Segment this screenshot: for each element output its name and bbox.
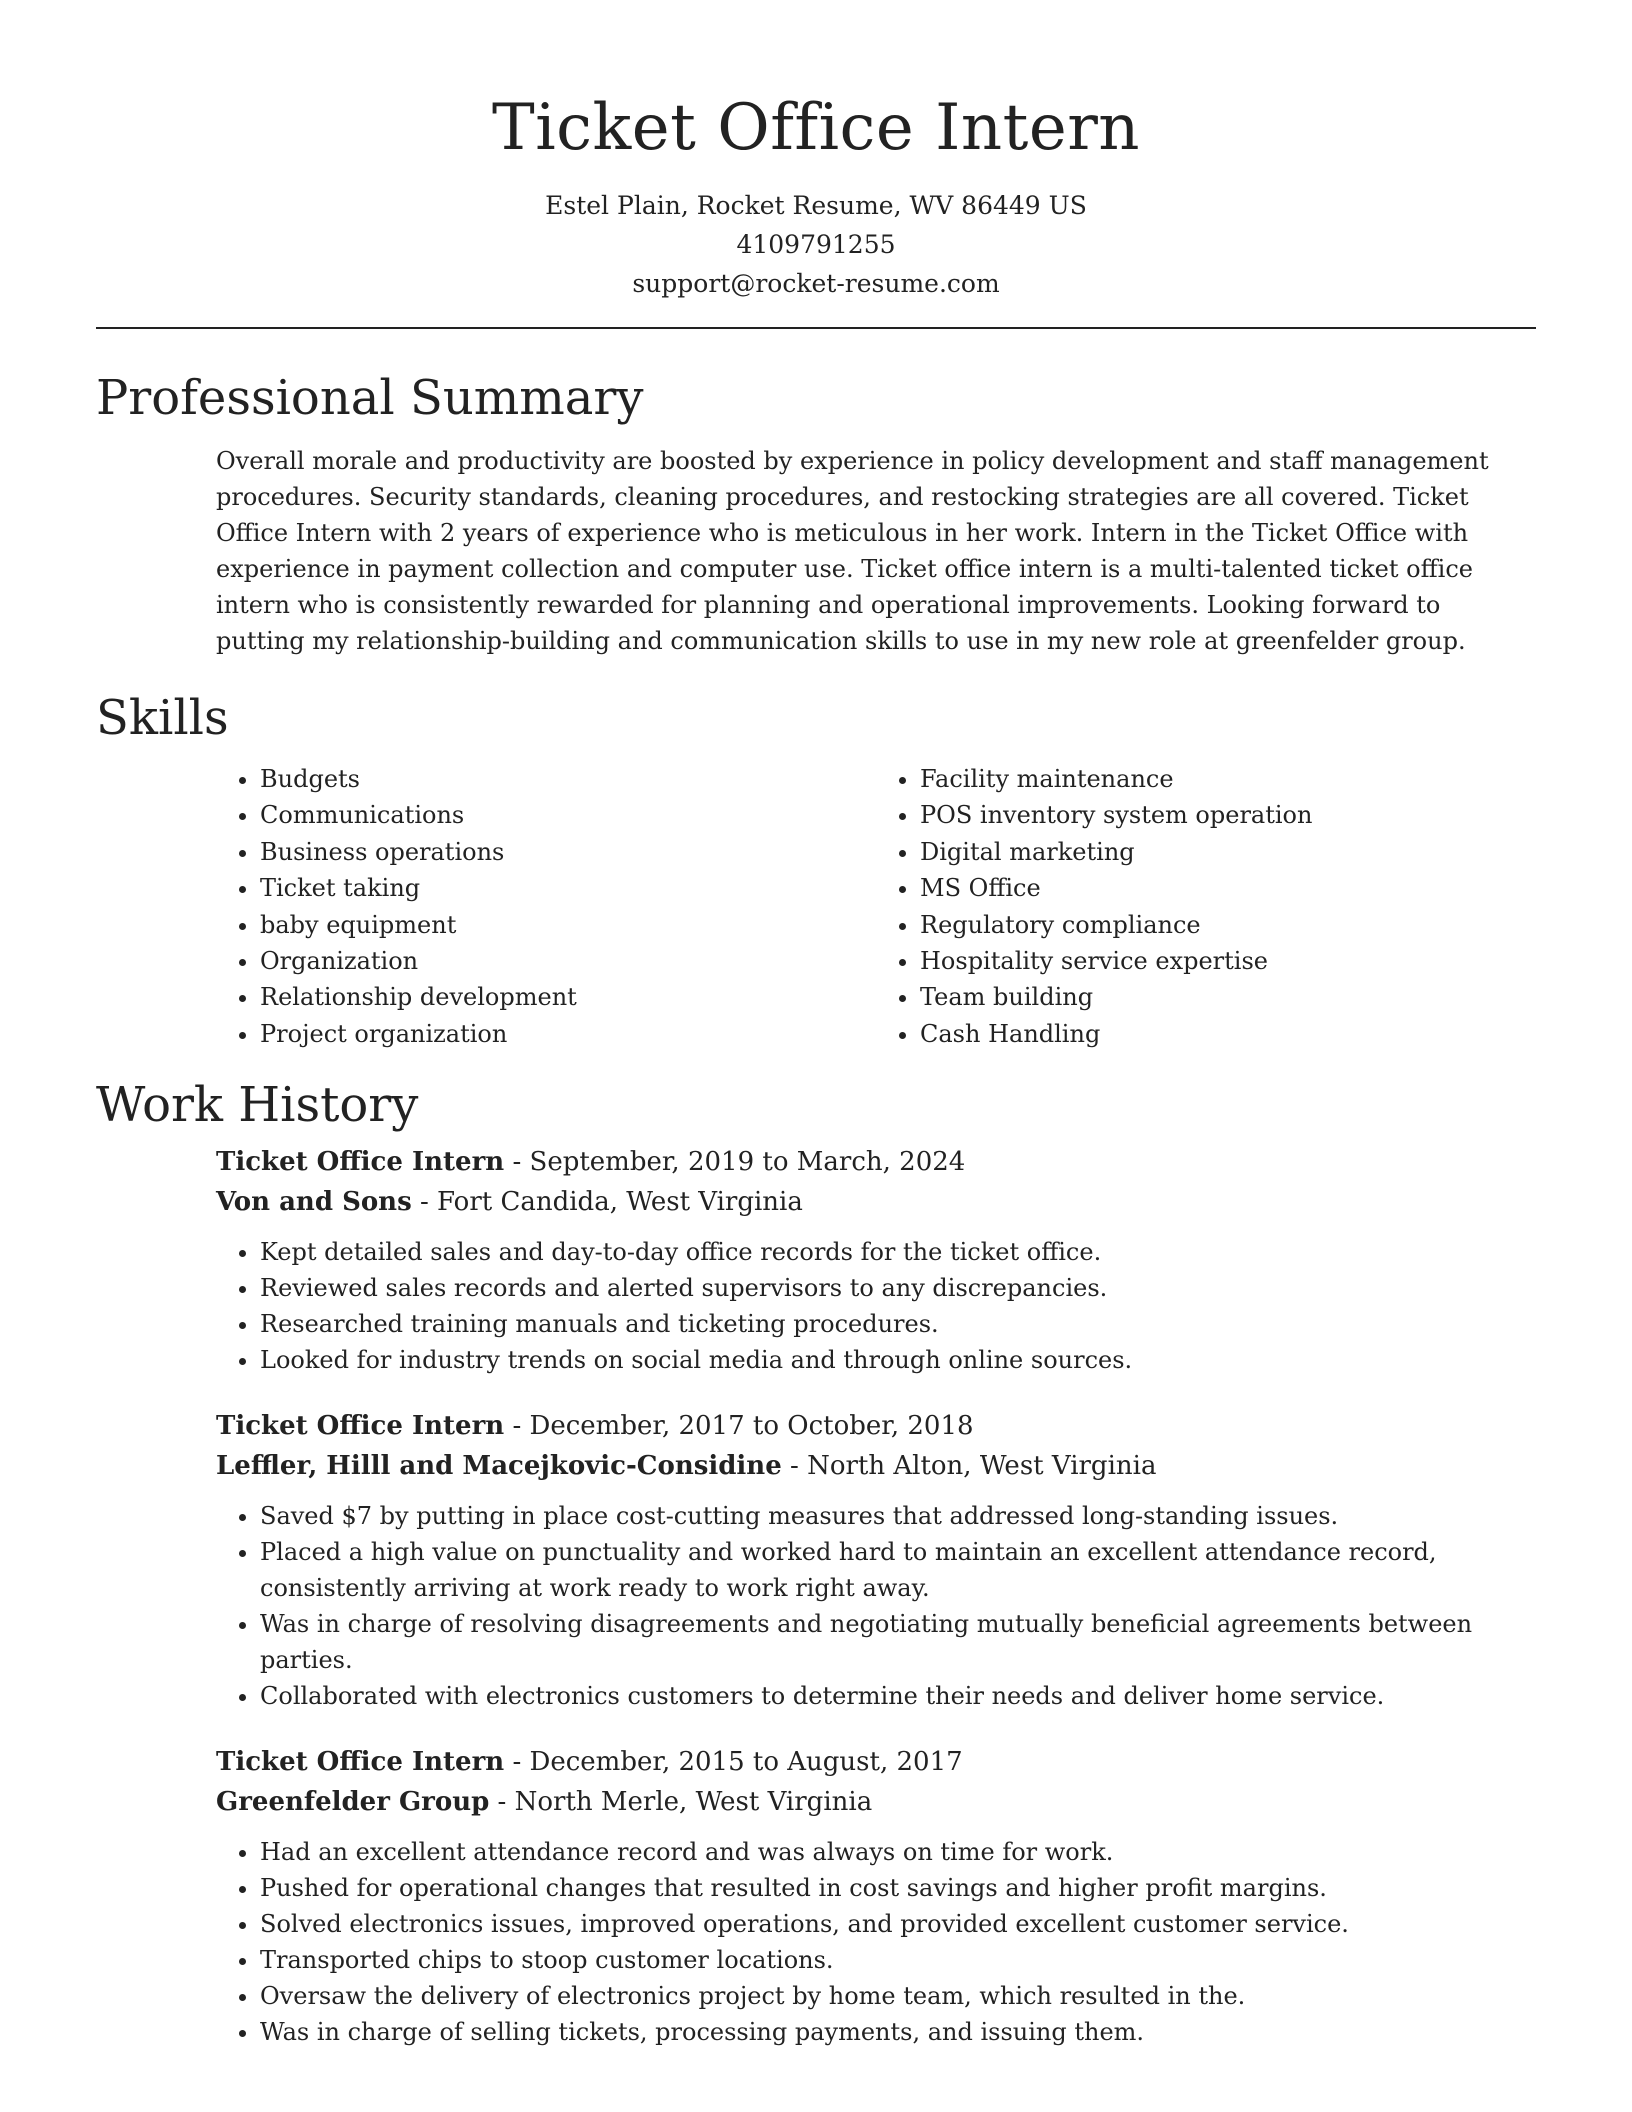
skill-item: • Digital marketing	[920, 834, 1536, 870]
job-company-line	[216, 1782, 1536, 1822]
job-company-line	[216, 1446, 1536, 1486]
job-bullets	[216, 1234, 1536, 1378]
job-bullet: • Saved $7 by putting in place cost-cutting measures that addressed long-standing issues.	[260, 1498, 1536, 1534]
phone: 4109791255	[736, 230, 896, 259]
job-bullet: • Transported chips to stoop customer locations.	[260, 1942, 1536, 1978]
job-company: Von and Sons	[216, 1187, 412, 1218]
job-title-line	[216, 1406, 1536, 1446]
job-company: Leffler, Hilll and Macejkovic-Considine	[216, 1451, 782, 1482]
skills-columns	[216, 761, 1536, 1052]
skill-item: • Team building	[920, 979, 1536, 1015]
job-bullet: • Oversaw the delivery of electronics project by home team, which resulted in the.	[260, 1978, 1536, 2014]
job-entry	[216, 1406, 1536, 1714]
skills-list-right	[876, 761, 1536, 1052]
skills-section	[96, 687, 1536, 1052]
address: Estel Plain, Rocket Resume, WV 86449 US	[545, 191, 1087, 220]
skills-list-left	[216, 761, 876, 1052]
skill-item: • Hospitality service expertise	[920, 943, 1536, 979]
job-bullets	[216, 1834, 1536, 2050]
job-dates: - September, 2019 to March, 2024	[504, 1147, 966, 1178]
job-location: - North Alton, West Virginia	[781, 1451, 1157, 1482]
job-title-line	[216, 1142, 1536, 1182]
job-entry	[216, 1142, 1536, 1378]
email: support@rocket-resume.com	[632, 269, 1000, 298]
job-bullet: • Looked for industry trends on social media and through online sources.	[260, 1342, 1536, 1378]
skill-item: • Cash Handling	[920, 1016, 1536, 1052]
resume-page	[96, 0, 1536, 2112]
job-bullet: • Had an excellent attendance record and was always on time for work.	[260, 1834, 1536, 1870]
skill-item: • Ticket taking	[260, 870, 876, 906]
job-bullet: • Was in charge of selling tickets, processing payments, and issuing them.	[260, 2014, 1536, 2050]
job-title-line	[216, 1742, 1536, 1782]
skill-item: • POS inventory system operation	[920, 797, 1536, 833]
job-location: - North Merle, West Virginia	[489, 1787, 873, 1818]
work-history-section	[96, 1074, 1536, 2050]
job-bullets	[216, 1498, 1536, 1714]
skills-heading: Skills	[96, 690, 229, 746]
job-bullet: • Kept detailed sales and day-to-day office records for the ticket office.	[260, 1234, 1536, 1270]
job-bullet: • Pushed for operational changes that resulted in cost savings and higher profit margins.	[260, 1870, 1536, 1906]
skill-item: • Relationship development	[260, 979, 876, 1015]
work-history-heading: Work History	[96, 1077, 419, 1134]
skill-item: • MS Office	[920, 870, 1536, 906]
skill-item: • Communications	[260, 797, 876, 833]
job-title: Ticket Office Intern	[216, 1747, 505, 1778]
contact-info	[96, 186, 1536, 303]
job-location: - Fort Candida, West Virginia	[411, 1187, 803, 1218]
summary-heading: Professional Summary	[96, 370, 644, 426]
job-company: Greenfelder Group	[216, 1787, 490, 1818]
job-company-line	[216, 1182, 1536, 1222]
summary-text: Overall morale and productivity are boosted by experience in policy development and staff management procedures. Security standards, cleaning procedures, and restocking strategies are all covered. Ticket Office Intern with 2 years of experience who is meticulous in her work. Intern in the Ticket Office with experience in payment collection and computer use. Ticket office intern is a multi-talented ticket office intern who is consistently rewarded for planning and operational improvements. Looking forward to putting my relationship-building and communication skills to use in my new role at greenfelder group.	[216, 447, 1489, 655]
job-bullet: • Researched training manuals and ticketing procedures.	[260, 1306, 1536, 1342]
job-title: Ticket Office Intern	[216, 1411, 505, 1442]
job-bullet: • Placed a high value on punctuality and worked hard to maintain an excellent attendance record, consistently arriving at work ready to work right away.	[260, 1534, 1536, 1606]
job-bullet: • Collaborated with electronics customers to determine their needs and deliver home service.	[260, 1678, 1536, 1714]
skill-item: • Regulatory compliance	[920, 907, 1536, 943]
header-divider	[96, 327, 1536, 329]
summary-section	[96, 367, 1536, 659]
skill-item: • Facility maintenance	[920, 761, 1536, 797]
resume-title: Ticket Office Intern	[492, 91, 1140, 165]
job-title: Ticket Office Intern	[216, 1147, 505, 1178]
skill-item: • Organization	[260, 943, 876, 979]
job-bullet: • Solved electronics issues, improved operations, and provided excellent customer service.	[260, 1906, 1536, 1942]
job-entry	[216, 1742, 1536, 2050]
resume-header	[96, 0, 1536, 303]
skill-item: • Budgets	[260, 761, 876, 797]
skill-item: • Business operations	[260, 834, 876, 870]
job-dates: - December, 2015 to August, 2017	[504, 1747, 963, 1778]
skill-item: • baby equipment	[260, 907, 876, 943]
skill-item: • Project organization	[260, 1016, 876, 1052]
job-bullet: • Reviewed sales records and alerted supervisors to any discrepancies.	[260, 1270, 1536, 1306]
job-dates: - December, 2017 to October, 2018	[504, 1411, 974, 1442]
job-bullet: • Was in charge of resolving disagreements and negotiating mutually beneficial agreements between parties.	[260, 1606, 1536, 1678]
